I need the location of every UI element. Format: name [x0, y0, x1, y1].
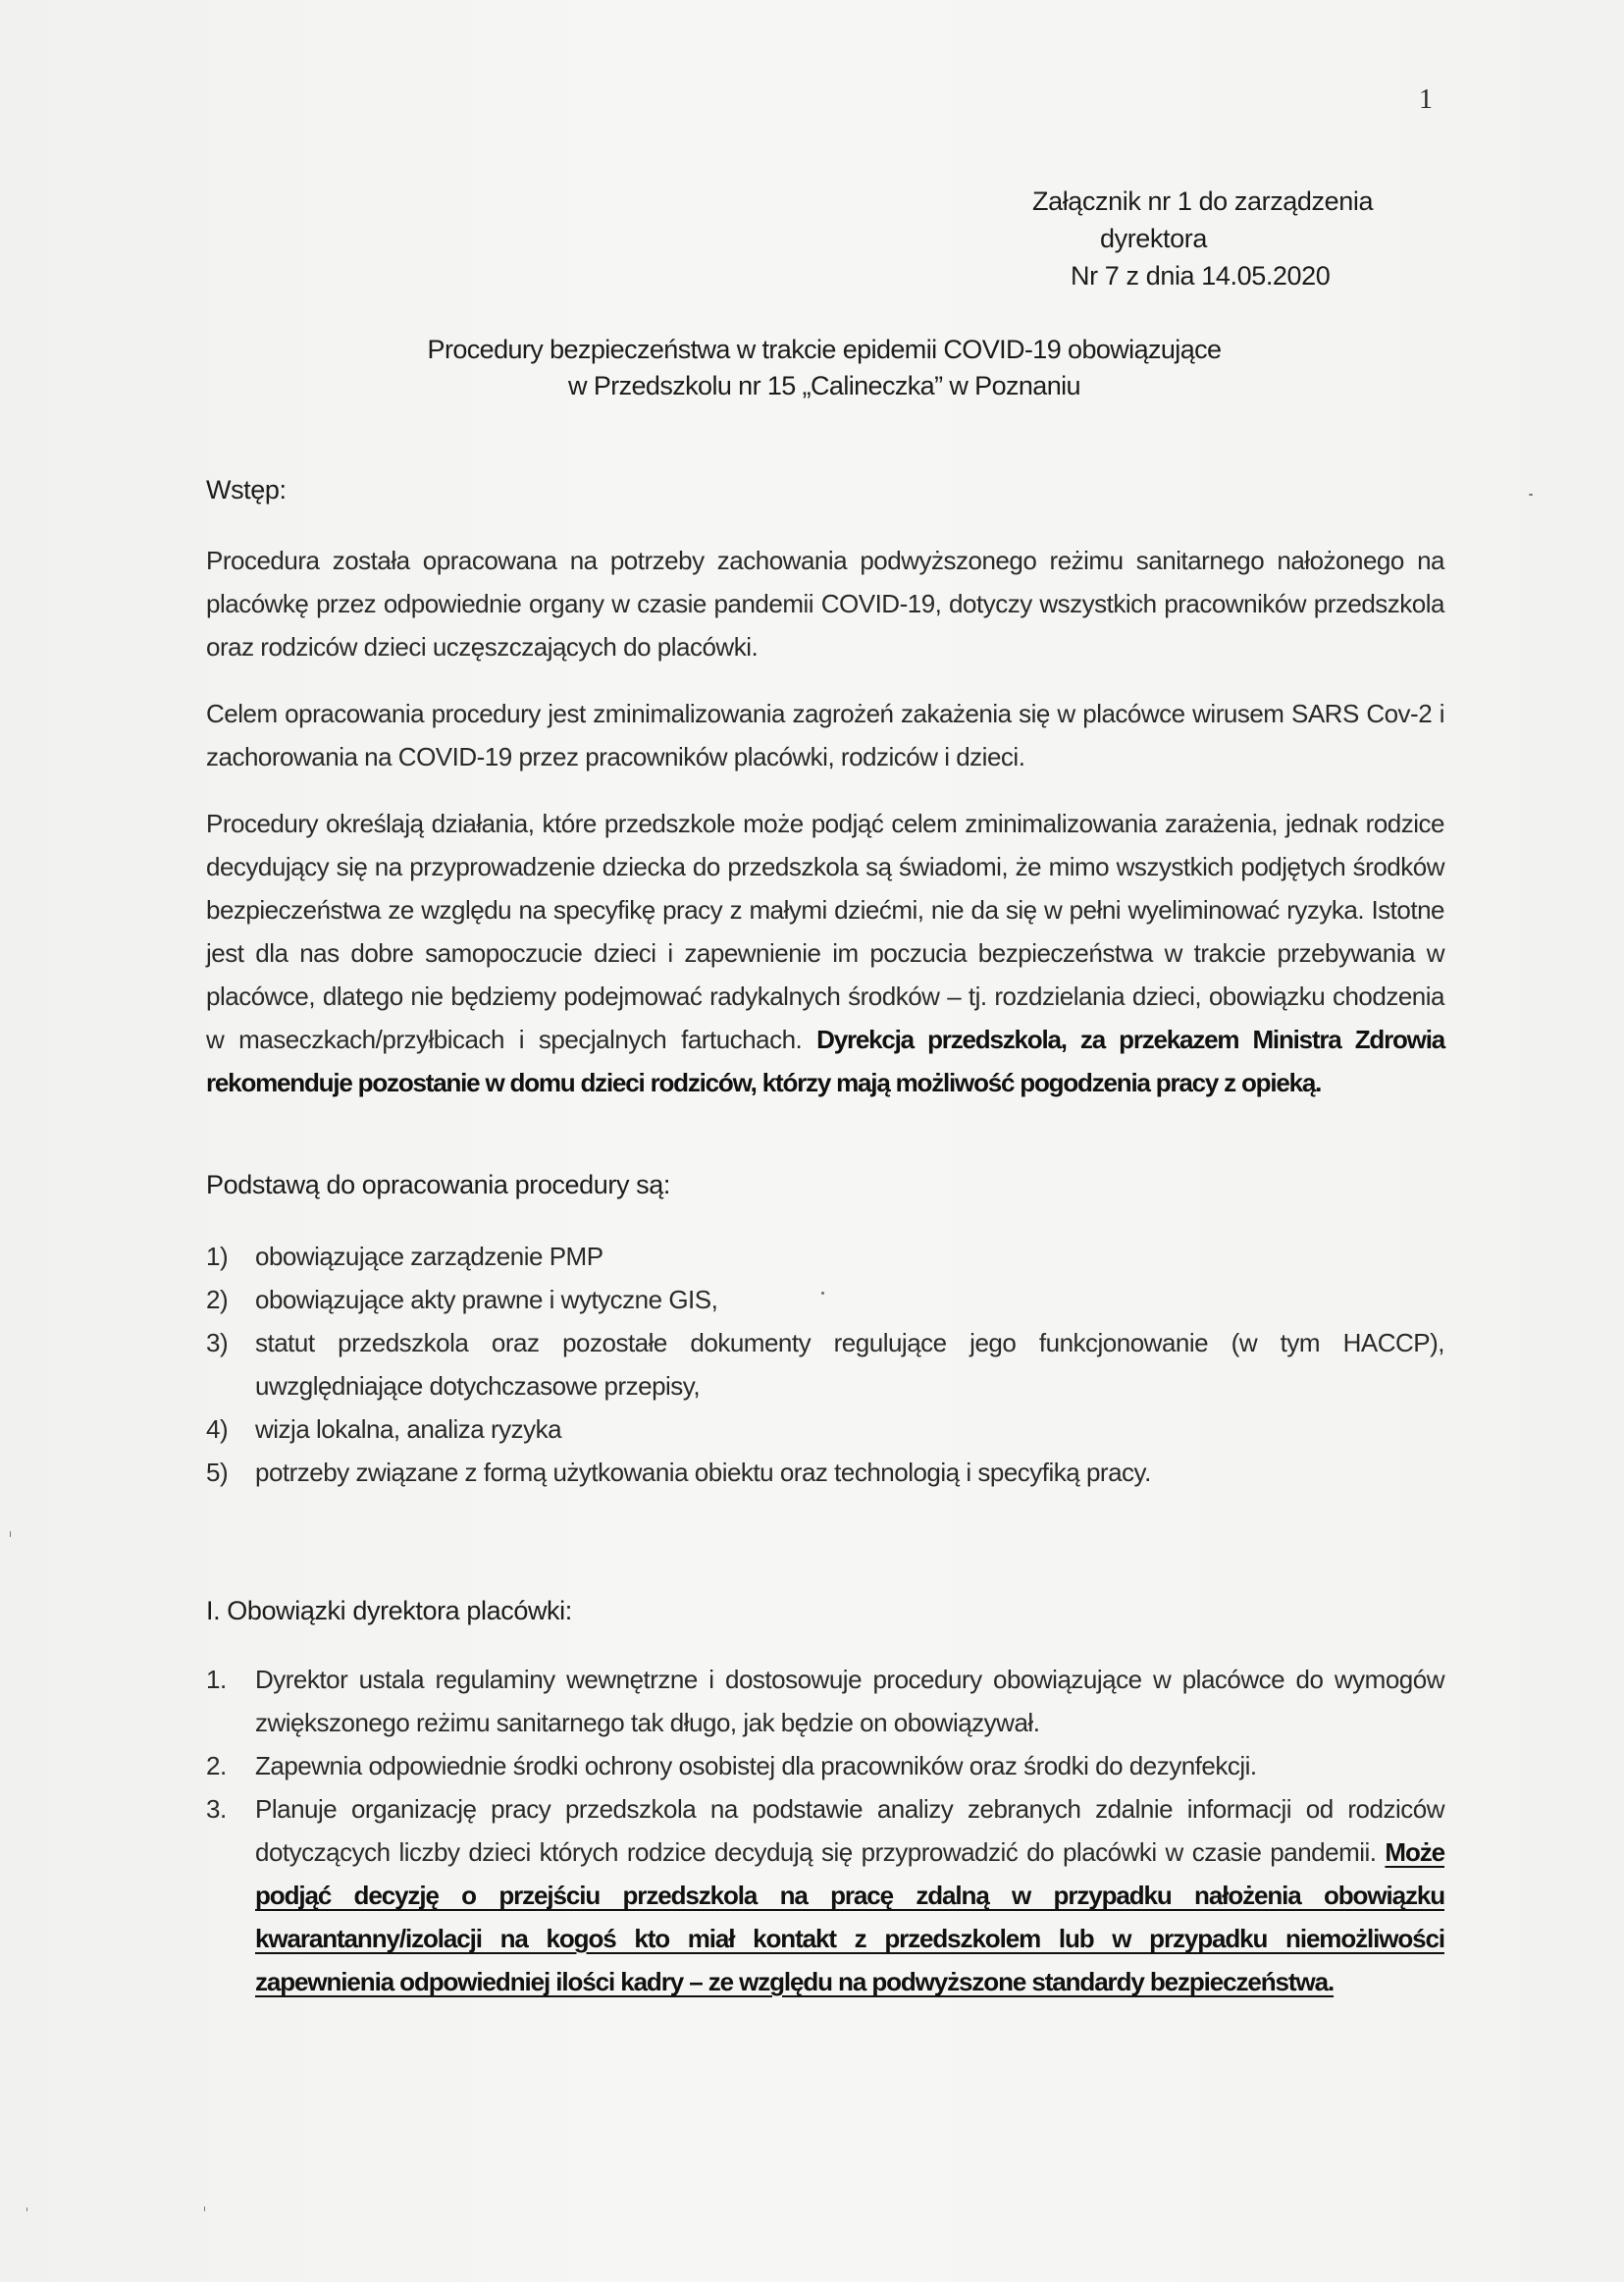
- title-line-1: Procedury bezpieczeństwa w trakcie epidemii COVID-19 obowiązujące: [427, 335, 1222, 364]
- list-text: potrzeby związane z formą użytkowania obiektu oraz technologią i specyfiką pracy.: [255, 1458, 1151, 1487]
- list-text: Zapewnia odpowiednie środki ochrony osobistej dla pracowników oraz środki do dezynfekcji.: [255, 1751, 1257, 1780]
- list-item: [206, 1407, 1444, 1451]
- list-number: 4): [206, 1414, 229, 1444]
- scan-speck: [204, 2206, 205, 2211]
- list-text: wizja lokalna, analiza ryzyka: [255, 1414, 562, 1444]
- basis-list: [206, 1235, 1444, 1494]
- annex-line-1: Załącznik nr 1 do zarządzenia: [1032, 186, 1374, 216]
- list-text: [255, 1787, 1444, 2003]
- document-title: [294, 332, 1354, 404]
- list-number: 5): [206, 1458, 229, 1487]
- list-item: [206, 1658, 1444, 1744]
- list-item: [206, 1278, 1444, 1321]
- item-3-underlined-emphasis: Może podjąć decyzję o przejściu przedszkola na pracę zdalną w przypadku nałożenia obowiązku kwarantanny/izolacji na kogoś kto miał kontakt z przedszkolem lub w przypadku niemożliwości zapewnienia odpowiedniej ilości kadry – ze względu na podwyższone standardy bezpieczeństwa.: [255, 1837, 1444, 1996]
- annex-reference: [981, 183, 1452, 294]
- list-item: [206, 1321, 1444, 1407]
- paragraph-3-regular: Procedury określają działania, które przedszkole może podjąć celem zminimalizowania zarażenia, jednak rodzice decydujący się na przyprowadzenie dziecka do przedszkola są świadomi, że mimo wszystkich podjętych środków bezpieczeństwa ze względu na specyfikę pracy z małymi dziećmi, nie da się w pełni wyeliminować ryzyka. Istotne jest dla nas dobre samopoczucie dzieci i zapewnienie im poczucia bezpieczeństwa w trakcie przebywania w placówce, dlatego nie będziemy podejmować radykalnych środków – tj. rozdzielania dzieci, obowiązku chodzenia w maseczkach/przyłbicach i specjalnych fartuchach.: [206, 809, 1444, 1054]
- list-number: 2): [206, 1285, 229, 1314]
- scan-speck: [26, 2207, 27, 2211]
- list-text: obowiązujące zarządzenie PMP: [255, 1242, 603, 1271]
- list-text: statut przedszkola oraz pozostałe dokumenty regulujące jego funkcjonowanie (w tym HACCP), uwzględniające dotychczasowe przepisy,: [255, 1328, 1444, 1401]
- list-text: Dyrektor ustala regulaminy wewnętrzne i dostosowuje procedury obowiązujące w placówce do wymogów zwiększonego reżimu sanitarnego tak długo, jak będzie on obowiązywał.: [255, 1665, 1444, 1737]
- list-text: obowiązujące akty prawne i wytyczne GIS,: [255, 1285, 718, 1314]
- scan-speck: [10, 1531, 11, 1537]
- intro-heading: Wstęp:: [206, 475, 287, 504]
- annex-line-2: dyrektora: [1100, 224, 1207, 253]
- list-number: 2.: [206, 1751, 227, 1780]
- scan-speck: [821, 1292, 824, 1295]
- list-number: 1): [206, 1242, 229, 1271]
- list-item: [206, 1787, 1444, 2003]
- section-1-heading: I. Obowiązki dyrektora placówki:: [206, 1596, 572, 1625]
- intro-paragraph-1: Procedura została opracowana na potrzeby zachowania podwyższonego reżimu sanitarnego nałożonego na placówkę przez odpowiednie organy w czasie pandemii COVID-19, dotyczy wszystkich pracowników przedszkola oraz rodziców dzieci uczęszczających do placówki.: [206, 546, 1444, 662]
- page-number: 1: [1419, 84, 1433, 115]
- list-item: [206, 1235, 1444, 1278]
- intro-paragraph-2: Celem opracowania procedury jest zminimalizowania zagrożeń zakażenia się w placówce wirusem SARS Cov-2 i zachorowania na COVID-19 przez pracowników placówki, rodziców i dzieci.: [206, 699, 1444, 771]
- title-line-2: w Przedszkolu nr 15 „Calineczka” w Poznaniu: [568, 371, 1080, 400]
- basis-heading: Podstawą do opracowania procedury są:: [206, 1170, 670, 1199]
- list-number: 3): [206, 1328, 229, 1357]
- item-3-regular: Planuje organizację pracy przedszkola na podstawie analizy zebranych zdalnie informacji od rodziców dotyczących liczby dzieci których rodzice decydują się przyprowadzić do placówki w czasie pandemii.: [255, 1794, 1444, 1867]
- list-item: [206, 1744, 1444, 1787]
- scan-speck: [1529, 494, 1533, 496]
- list-item: [206, 1451, 1444, 1494]
- list-number: 3.: [206, 1794, 227, 1824]
- list-number: 1.: [206, 1665, 227, 1694]
- annex-line-3: Nr 7 z dnia 14.05.2020: [1071, 261, 1331, 291]
- intro-paragraph-3: [206, 802, 1444, 1104]
- section-1-list: [206, 1658, 1444, 2003]
- paragraph-3-emphasis: Dyrekcja przedszkola, za przekazem Ministra Zdrowia rekomenduje pozostanie w domu dzieci rodziców, którzy mają możliwość pogodzenia pracy z opieką.: [206, 1025, 1444, 1097]
